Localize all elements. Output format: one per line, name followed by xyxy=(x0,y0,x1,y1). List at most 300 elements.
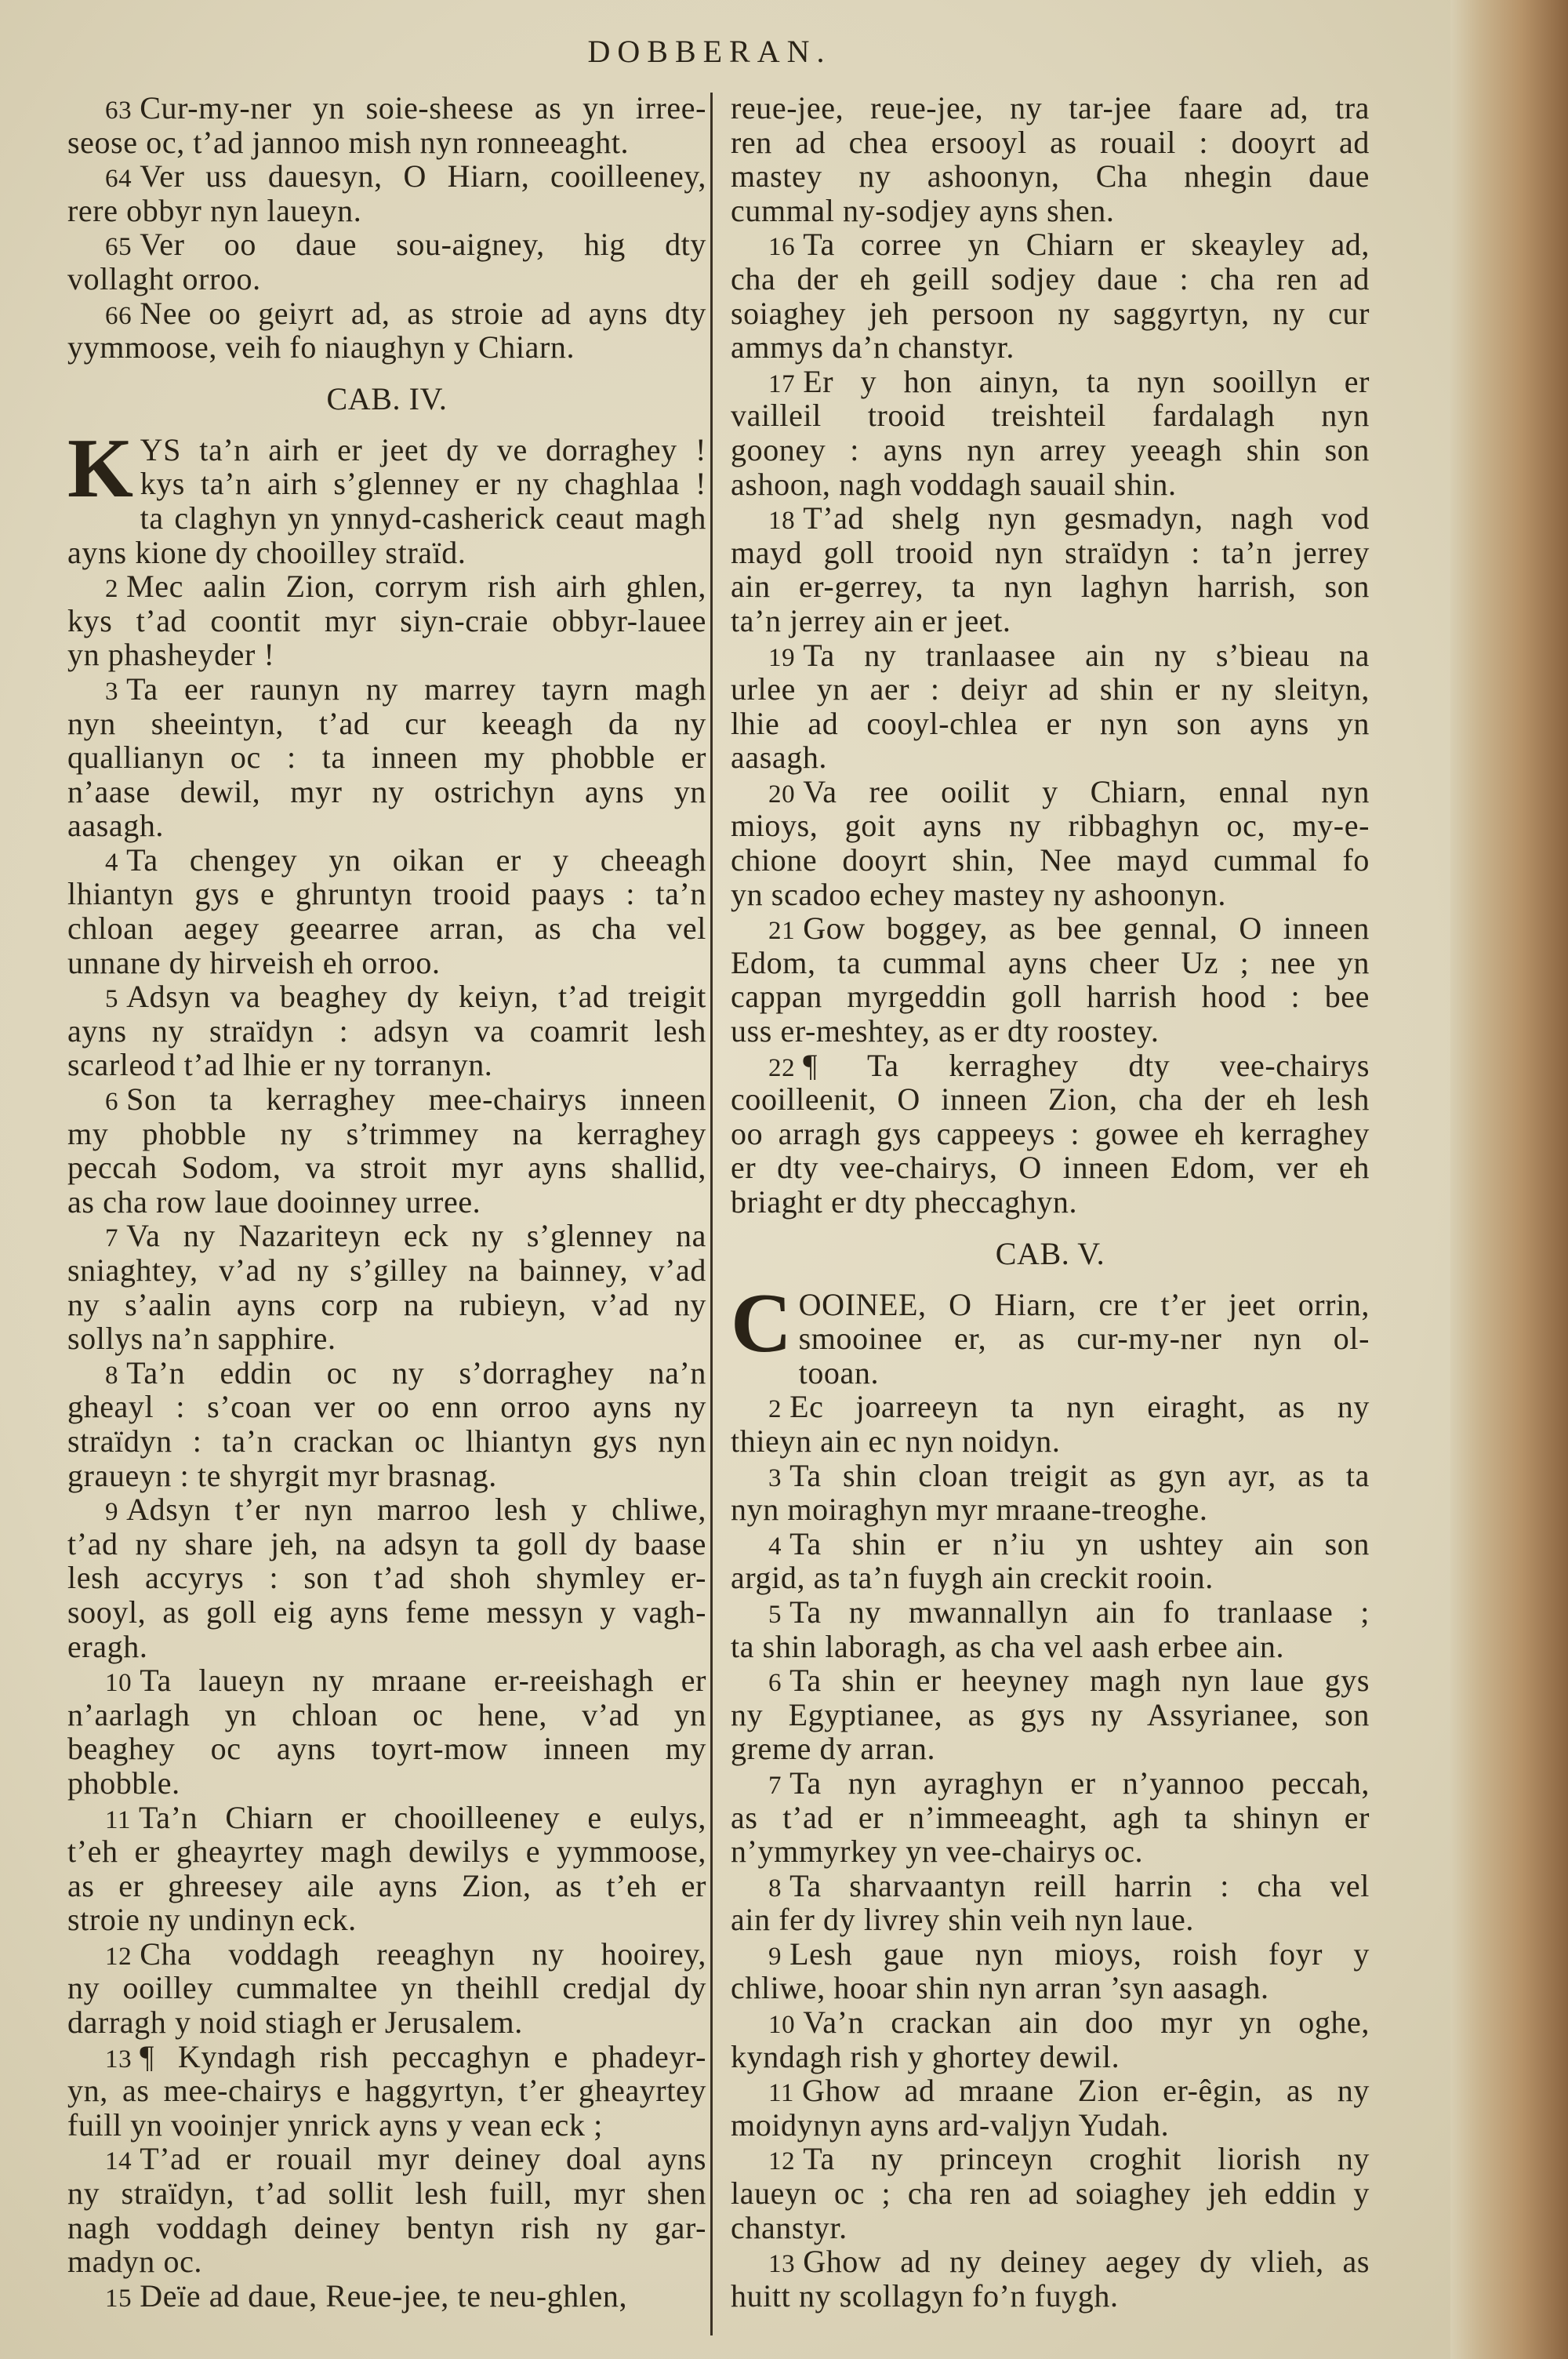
verse-number: 4 xyxy=(768,1532,782,1561)
line-text: chloan aegey geearree arran, as cha vel xyxy=(67,911,706,947)
line-text: ¶ Kyndagh rish peccaghyn e phadeyr- xyxy=(140,2038,706,2074)
text-line xyxy=(731,2279,1370,2314)
line-text: Ta chengey yn oikan er y cheeagh xyxy=(126,841,706,878)
line-text: argid, as ta’n fuygh ain creckit rooin. xyxy=(731,1560,1214,1596)
line-text: moidynyn ayns ard-valjyn Yudah. xyxy=(731,2106,1170,2143)
text-line xyxy=(67,330,706,365)
verse xyxy=(731,775,1370,911)
text-line xyxy=(731,2005,1370,2040)
line-text: mastey ny ashoonyn, Cha nhegin daue xyxy=(731,158,1370,194)
text-line xyxy=(731,2176,1370,2211)
text-line xyxy=(731,1663,1370,1698)
line-text: mioys, goit ayns ny ribbaghyn oc, my-e- xyxy=(731,808,1370,844)
line-text: Mec aalin Zion, corrym rish airh ghlen, xyxy=(126,569,706,605)
verse xyxy=(67,296,706,365)
line-text: Ghow ad ny deiney aegey dy vlieh, as xyxy=(803,2244,1370,2280)
line-text: huitt ny scollagyn fo’n fuygh. xyxy=(731,2277,1119,2314)
line-text: as cha row laue dooinney urree. xyxy=(67,1183,481,1219)
verse-number: 21 xyxy=(768,917,796,946)
text-line xyxy=(67,1834,706,1869)
text-line xyxy=(731,1630,1370,1664)
text-line xyxy=(67,1459,706,1493)
line-text: stroie ny undinyn eck. xyxy=(67,1902,357,1938)
line-text: YS ta’n airh er jeet dy ve dorraghey ! xyxy=(140,431,706,467)
line-text: darragh y noid stiagh er Jerusalem. xyxy=(67,2005,523,2041)
line-text: ny s’aalin ayns corp na rubieyn, v’ad ny xyxy=(67,1286,706,1322)
line-text: OOINEE, O Hiarn, cre t’er jeet orrin, xyxy=(798,1286,1370,1322)
verse-number: 3 xyxy=(768,1463,782,1492)
line-text: vollaght orroo. xyxy=(67,260,261,296)
line-text: Ta nyn ayraghyn er n’yannoo peccah, xyxy=(789,1765,1370,1801)
right-column xyxy=(731,91,1370,2313)
verse-number: 64 xyxy=(105,165,132,194)
line-text: my phobble ny s’trimmey na kerraghey xyxy=(67,1115,706,1151)
text-line xyxy=(731,569,1370,604)
line-text: peccah Sodom, va stroit myr ayns shallid, xyxy=(67,1150,706,1186)
text-line xyxy=(67,569,706,604)
text-line xyxy=(731,365,1370,399)
verse xyxy=(731,2005,1370,2074)
text-line xyxy=(731,672,1370,707)
text-line xyxy=(731,1356,1370,1390)
text-line xyxy=(731,638,1370,673)
line-text: ta’n jerrey ain er jeet. xyxy=(731,602,1011,638)
text-line xyxy=(67,604,706,638)
text-line xyxy=(731,296,1370,331)
text-line xyxy=(67,911,706,946)
line-text: Adsyn va beaghey dy keiyn, t’ad treigit xyxy=(126,979,706,1015)
line-text: straïdyn : ta’n crackan oc lhiantyn gys nyn xyxy=(67,1423,706,1459)
line-text: reue-jee, reue-jee, ny tar-jee faare ad, tra xyxy=(731,90,1370,125)
verse xyxy=(731,1459,1370,1527)
line-text: briaght er dty pheccaghyn. xyxy=(731,1184,1078,1219)
text-line xyxy=(67,1253,706,1288)
verse xyxy=(731,1869,1370,1937)
text-line xyxy=(67,2005,706,2040)
text-line xyxy=(67,877,706,911)
text-line xyxy=(731,809,1370,843)
text-line xyxy=(731,878,1370,912)
line-text: seose oc, t’ad jannoo mish nyn ronneeaght. xyxy=(67,124,630,160)
line-text: Ghow ad mraane Zion er-êgin, as ny xyxy=(801,2073,1370,2109)
verse-number: 9 xyxy=(105,1498,119,1527)
text-line xyxy=(731,2245,1370,2279)
text-line xyxy=(731,227,1370,262)
verse-number: 7 xyxy=(105,1224,119,1253)
line-text: er dty vee-chairys, O inneen Edom, ver eh xyxy=(731,1150,1370,1186)
verse xyxy=(731,1663,1370,1766)
text-line xyxy=(731,1732,1370,1766)
drop-cap: C xyxy=(731,1276,793,1370)
text-line xyxy=(67,467,706,501)
line-text: Nee oo geiyrt ad, as stroie ad ayns dty xyxy=(140,295,706,331)
verse xyxy=(731,2074,1370,2142)
text-line xyxy=(67,159,706,194)
line-text: Son ta kerraghey mee-chairys inneen xyxy=(126,1081,706,1118)
verse xyxy=(731,1527,1370,1595)
text-line xyxy=(67,1185,706,1219)
line-text: yn, as mee-chairys e haggyrtyn, t’er gheayrtey xyxy=(67,2073,706,2109)
verse-number: 5 xyxy=(105,985,119,1014)
verse-number: 10 xyxy=(768,2011,796,2040)
line-text: sooyl, as goll eig ayns feme messyn y vagh- xyxy=(67,1594,706,1630)
running-header: DOBBERAN. xyxy=(587,34,832,69)
line-text: Ta corree yn Chiarn er skeayley ad, xyxy=(803,227,1370,263)
text-line xyxy=(67,1630,706,1664)
line-text: Ta shin cloan treigit as gyn ayr, as ta xyxy=(789,1457,1370,1493)
text-line xyxy=(731,91,1370,125)
line-text: t’eh er gheayrtey magh dewilys e yymmoose, xyxy=(67,1834,706,1870)
line-text: ¶ Ta kerraghey dty vee-chairys xyxy=(803,1047,1370,1083)
text-line xyxy=(731,1390,1370,1424)
text-line xyxy=(67,672,706,707)
verse-number: 11 xyxy=(768,2079,794,2108)
chapter-heading: CAB. IV. xyxy=(326,380,448,416)
text-line xyxy=(67,843,706,878)
verse xyxy=(731,501,1370,638)
line-text: gheayl : s’coan ver oo enn orroo ayns ny xyxy=(67,1389,706,1425)
line-text: ny ooilley cummaltee yn theihll credjal dy xyxy=(67,1970,706,2006)
text-line xyxy=(67,707,706,741)
verse-number: 65 xyxy=(105,233,132,262)
text-line xyxy=(731,604,1370,638)
text-line xyxy=(731,1492,1370,1527)
line-text: chliwe, hooar shin nyn arran ’syn aasagh. xyxy=(731,1970,1269,2006)
verse xyxy=(731,1390,1370,1458)
text-line xyxy=(731,125,1370,160)
text-line xyxy=(731,194,1370,228)
verse-number: 8 xyxy=(768,1874,782,1903)
line-text: uss er-meshtey, as er dty roostey. xyxy=(731,1013,1160,1049)
text-line xyxy=(67,980,706,1014)
text-line xyxy=(67,194,706,228)
line-text: Deïe ad daue, Reue-jee, te neu-ghlen, xyxy=(140,2277,628,2314)
line-text: as t’ad er n’immeeaght, agh ta shinyn er xyxy=(731,1799,1370,1835)
text-line xyxy=(731,1321,1370,1356)
verse xyxy=(67,2279,706,2314)
line-text: aasagh. xyxy=(731,740,828,776)
line-text: chanstyr. xyxy=(731,2209,848,2245)
text-line xyxy=(731,2108,1370,2143)
line-text: nagh voddagh deiney bentyn rish ny gar- xyxy=(67,2209,706,2245)
text-line xyxy=(67,1014,706,1049)
text-line xyxy=(67,91,706,125)
verse xyxy=(731,2245,1370,2313)
line-text: ayns kione dy chooilley straïd. xyxy=(67,534,466,570)
text-line xyxy=(731,1903,1370,1937)
verse-number: 15 xyxy=(105,2284,132,2313)
text-line xyxy=(731,1971,1370,2005)
verse xyxy=(731,1766,1370,1869)
text-line xyxy=(67,433,706,467)
verse xyxy=(731,638,1370,775)
line-text: ren ad chea ersooyl as rouail : dooyrt ad xyxy=(731,124,1370,160)
text-line xyxy=(67,2074,706,2108)
drop-cap: K xyxy=(67,421,134,515)
line-text: ta claghyn yn ynnyd-casherick ceaut magh xyxy=(140,500,706,536)
text-line xyxy=(67,1561,706,1595)
verse xyxy=(67,1663,706,1800)
text-line xyxy=(67,1048,706,1082)
line-text: Adsyn t’er nyn marroo lesh y chliwe, xyxy=(126,1492,706,1528)
text-line xyxy=(67,296,706,331)
text-line xyxy=(731,1049,1370,1083)
line-text: eragh. xyxy=(67,1628,148,1664)
text-line xyxy=(67,740,706,775)
line-text: laueyn oc ; cha ren ad soiaghey jeh eddin y xyxy=(731,2175,1370,2212)
text-line xyxy=(67,1937,706,1972)
verse-number: 4 xyxy=(105,848,119,877)
verse xyxy=(67,843,706,980)
verse-number: 6 xyxy=(768,1669,782,1698)
line-text: lhiantyn gys e ghruntyn trooid paays : ta’n xyxy=(67,876,706,912)
verse-number: 10 xyxy=(105,1669,132,1698)
text-line xyxy=(67,2211,706,2245)
text-line xyxy=(731,1937,1370,1972)
line-text: cappan myrgeddin goll harrish hood : bee xyxy=(731,979,1370,1015)
verse xyxy=(67,569,706,672)
text-line xyxy=(67,1766,706,1801)
chapter-heading: CAB. V. xyxy=(995,1235,1105,1271)
verse xyxy=(67,2142,706,2278)
line-text: ayns ny straïdyn : adsyn va coamrit lesh xyxy=(67,1012,706,1049)
text-line xyxy=(731,1869,1370,1903)
line-text: ain fer dy livrey shin veih nyn laue. xyxy=(731,1902,1194,1938)
line-text: n’aase dewil, myr ny ostrichyn ayns yn xyxy=(67,773,706,809)
line-text: Er y hon ainyn, ta nyn sooillyn er xyxy=(803,363,1370,399)
text-line xyxy=(67,809,706,843)
line-text: Edom, ta cummal ayns cheer Uz ; nee yn xyxy=(731,944,1370,980)
text-line xyxy=(67,501,706,536)
text-line xyxy=(67,125,706,160)
line-text: Ta shin er heeyney magh nyn laue gys xyxy=(789,1663,1370,1699)
text-line xyxy=(731,1766,1370,1801)
line-text: vailleil trooid treishteil fardalagh nyn xyxy=(731,398,1370,434)
text-line xyxy=(731,707,1370,741)
text-line xyxy=(67,262,706,296)
text-line xyxy=(67,1288,706,1322)
line-text: graueyn : te shyrgit myr brasnag. xyxy=(67,1457,497,1493)
text-line xyxy=(731,843,1370,878)
line-text: Ta shin er n’iu yn ushtey ain son xyxy=(789,1525,1370,1561)
verse-number: 22 xyxy=(768,1053,796,1082)
text-line xyxy=(731,1424,1370,1459)
verse-number: 9 xyxy=(768,1942,782,1971)
line-text: cummal ny-sodjey ayns shen. xyxy=(731,192,1115,228)
line-text: n’ymmyrkey yn vee-chairys oc. xyxy=(731,1834,1144,1870)
line-text: Ta’n Chiarn er chooilleeney e eulys, xyxy=(138,1799,706,1835)
verse-number: 13 xyxy=(768,2250,796,2279)
text-line xyxy=(731,1288,1370,1322)
line-text: Lesh gaue nyn mioys, roish foyr y xyxy=(789,1936,1370,1972)
chapter-opening xyxy=(67,421,706,570)
text-line xyxy=(731,1185,1370,1219)
line-text: lesh accyrys : son t’ad shoh shymley er- xyxy=(67,1560,706,1596)
line-text: Va ny Nazariteyn eck ny s’glenney na xyxy=(126,1218,706,1254)
text-line xyxy=(731,2074,1370,2108)
verse xyxy=(67,1492,706,1663)
text-line xyxy=(67,1117,706,1151)
text-line xyxy=(731,1117,1370,1151)
chapter-opening xyxy=(731,1276,1370,1390)
text-line xyxy=(67,1424,706,1459)
text-line xyxy=(731,330,1370,365)
verse-number: 2 xyxy=(105,575,119,604)
text-line xyxy=(67,1663,706,1698)
line-text: Va ree ooilit y Chiarn, ennal nyn xyxy=(803,773,1370,809)
text-line xyxy=(731,946,1370,980)
line-text: fuill yn vooinjer ynrick ayns y vean eck ; xyxy=(67,2106,603,2143)
text-line xyxy=(731,262,1370,296)
text-line xyxy=(67,1903,706,1937)
line-text: nyn moiraghyn myr mraane-treoghe. xyxy=(731,1492,1208,1528)
line-text: yn phasheyder ! xyxy=(67,637,275,673)
text-line xyxy=(67,1801,706,1835)
text-line xyxy=(731,980,1370,1014)
verse xyxy=(67,1356,706,1492)
line-text: Ta ny princeyn croghit liorish ny xyxy=(803,2141,1370,2177)
line-text: Ta ny tranlaasee ain ny s’bieau na xyxy=(803,637,1370,673)
verse-number: 16 xyxy=(768,233,796,262)
line-text: lhie ad cooyl-chlea er nyn son ayns yn xyxy=(731,705,1370,741)
line-text: ammys da’n chanstyr. xyxy=(731,329,1014,365)
text-line xyxy=(731,2211,1370,2245)
verse-number: 13 xyxy=(105,2045,132,2074)
text-line xyxy=(731,501,1370,536)
text-line xyxy=(731,1801,1370,1835)
line-text: sniaghtey, v’ad ny s’gilley na bainney, v’ad xyxy=(67,1252,706,1288)
text-line xyxy=(731,1459,1370,1493)
line-text: Cha voddagh reeaghyn ny hooirey, xyxy=(140,1936,706,1972)
line-text: gooney : ayns nyn arrey yeeagh shin son xyxy=(731,431,1370,467)
facing-page-edge xyxy=(1450,0,1568,2359)
text-line xyxy=(731,467,1370,502)
verse xyxy=(731,91,1370,227)
verse xyxy=(731,1595,1370,1663)
line-text: ain er-gerrey, ta nyn laghyn harrish, son xyxy=(731,569,1370,605)
line-text: Ta laueyn ny mraane er-reeishagh er xyxy=(140,1663,706,1699)
verse-number: 3 xyxy=(105,677,119,706)
text-line xyxy=(731,159,1370,194)
line-text: rere obbyr nyn laueyn. xyxy=(67,192,362,228)
text-line xyxy=(67,1869,706,1903)
line-text: sollys na’n sapphire. xyxy=(67,1321,336,1357)
line-text: kys t’ad coontit myr siyn-craie obbyr-lauee xyxy=(67,602,706,638)
text-line xyxy=(67,1595,706,1630)
line-text: oo arragh gys cappeeys : gowee eh kerraghey xyxy=(731,1115,1370,1151)
text-line xyxy=(67,2279,706,2314)
verse-number: 12 xyxy=(105,1942,132,1971)
line-text: Va’n crackan ain doo myr yn oghe, xyxy=(803,2005,1370,2041)
line-text: yn scadoo echey mastey ny ashoonyn. xyxy=(731,876,1226,912)
text-line xyxy=(731,911,1370,946)
line-text: cha der eh geill sodjey daue : cha ren ad xyxy=(731,260,1370,296)
line-text: smooinee er, as cur-my-ner nyn ol- xyxy=(798,1321,1370,1357)
line-text: ny Egyptianee, as gys ny Assyrianee, son xyxy=(731,1696,1370,1732)
verse xyxy=(67,227,706,296)
text-line xyxy=(731,536,1370,570)
verse xyxy=(67,672,706,843)
text-line xyxy=(731,775,1370,809)
line-text: T’ad er rouail myr deiney doal ayns xyxy=(140,2141,706,2177)
text-line xyxy=(67,227,706,262)
line-text: Ver uss dauesyn, O Hiarn, cooilleeney, xyxy=(140,158,706,194)
line-text: aasagh. xyxy=(67,808,165,844)
line-text: quallianyn oc : ta inneen my phobble er xyxy=(67,740,706,776)
text-line xyxy=(67,2108,706,2143)
text-line xyxy=(731,1082,1370,1117)
verse-number: 66 xyxy=(105,301,132,330)
line-text: urlee yn aer : deiyr ad shin er ny sleityn, xyxy=(731,671,1370,707)
text-line xyxy=(731,2142,1370,2176)
verse xyxy=(731,2142,1370,2245)
text-line xyxy=(731,398,1370,433)
text-line xyxy=(67,2176,706,2211)
verse-number: 8 xyxy=(105,1361,119,1390)
line-text: thieyn ain ec nyn noidyn. xyxy=(731,1423,1061,1459)
verse xyxy=(67,1937,706,2040)
line-text: Ec joarreeyn ta nyn eiraght, as ny xyxy=(789,1389,1370,1425)
verse xyxy=(67,2040,706,2143)
text-line xyxy=(67,1971,706,2005)
line-text: ta shin laboragh, as cha vel aash erbee ain. xyxy=(731,1628,1285,1664)
line-text: Ta’n eddin oc ny s’dorraghey na’n xyxy=(126,1354,706,1390)
line-text: Ta eer raunyn ny marrey tayrn magh xyxy=(126,671,706,707)
verse xyxy=(67,1082,706,1219)
text-line xyxy=(67,946,706,980)
text-line xyxy=(67,1390,706,1424)
line-text: kyndagh rish y ghortey dewil. xyxy=(731,2038,1120,2074)
verse-number: 6 xyxy=(105,1088,119,1117)
text-line xyxy=(731,1150,1370,1185)
verse-number: 11 xyxy=(105,1805,131,1834)
text-line xyxy=(67,536,706,570)
text-line xyxy=(67,775,706,809)
text-line xyxy=(731,1561,1370,1595)
verse xyxy=(67,980,706,1082)
verse xyxy=(731,227,1370,364)
verse xyxy=(731,911,1370,1048)
verse-number: 17 xyxy=(768,369,796,398)
line-text: ny straïdyn, t’ad sollit lesh fuill, myr shen xyxy=(67,2175,706,2212)
text-line xyxy=(731,1595,1370,1630)
column-divider xyxy=(710,93,713,2335)
line-text: n’aarlagh yn chloan oc hene, v’ad yn xyxy=(67,1696,706,1732)
text-line xyxy=(67,1082,706,1117)
verse xyxy=(731,1937,1370,2005)
line-text: beaghey oc ayns toyrt-mow inneen my xyxy=(67,1731,706,1767)
verse-number: 18 xyxy=(768,507,796,536)
text-line xyxy=(731,433,1370,467)
text-line xyxy=(731,1698,1370,1732)
text-line xyxy=(731,1834,1370,1869)
text-line xyxy=(67,1219,706,1253)
line-text: phobble. xyxy=(67,1765,180,1801)
text-line xyxy=(67,2040,706,2074)
line-text: cooilleenit, O inneen Zion, cha der eh lesh xyxy=(731,1081,1370,1118)
line-text: yymmoose, veih fo niaughyn y Chiarn. xyxy=(67,329,575,365)
line-text: T’ad shelg nyn gesmadyn, nagh vod xyxy=(803,500,1370,536)
left-column xyxy=(67,91,706,2313)
text-line xyxy=(67,2245,706,2279)
text-line xyxy=(67,1492,706,1527)
line-text: mayd goll trooid nyn straïdyn : ta’n jerrey xyxy=(731,534,1370,570)
verse-number: 5 xyxy=(768,1600,782,1629)
verse xyxy=(67,159,706,227)
text-line xyxy=(731,2040,1370,2074)
text-line xyxy=(67,1356,706,1390)
verse-number: 20 xyxy=(768,780,796,809)
